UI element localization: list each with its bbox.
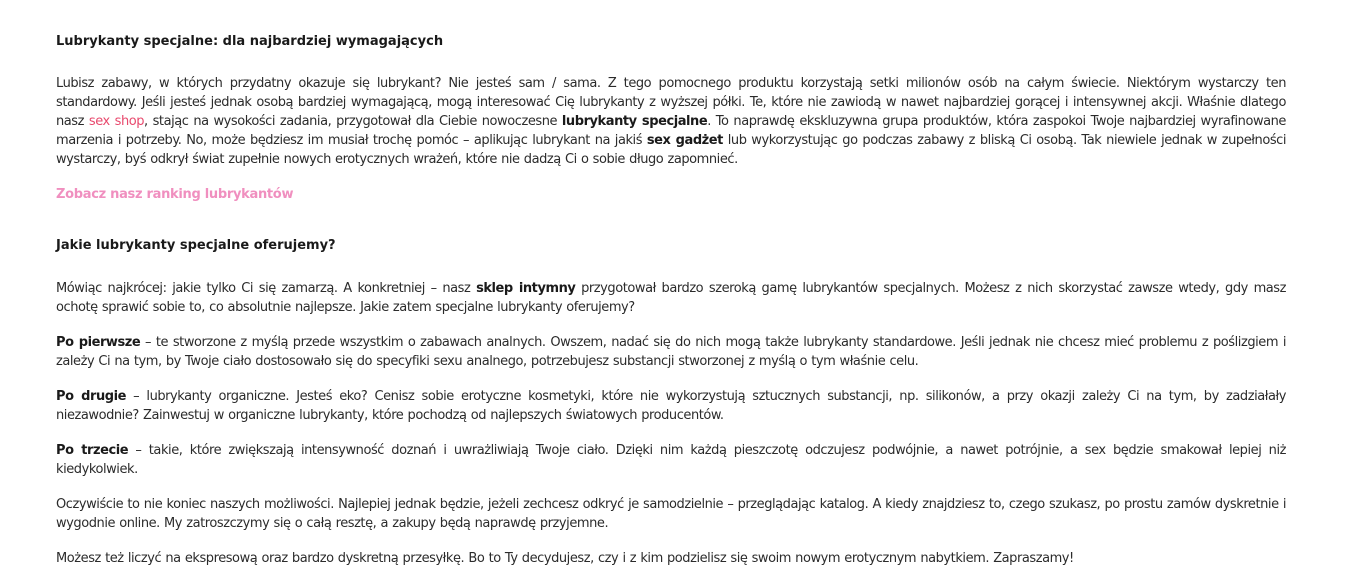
second-bold: Po drugie <box>56 389 126 404</box>
intro-text-3: . To naprawdę ekskluzywna grupa produktów, która zaspokoi Twoje najbardziej wyrafinowane marzenia i potrzeby. No, może będziesz im musiał trochę pomóc – aplikując lubrykant na jakiś <box>56 114 1286 148</box>
intro-text-1: Lubisz zabawy, w których przydatny okazuje się lubrykant? Nie jesteś sam / sama. Z tego pomocnego produktu korzystają setki milionów osób na całym świecie. Niektórym wystarczy ten standardowy. Jeśli jesteś jednak osobą bardziej wymagającą, mogą interesować Cię lubrykanty z wyższej półki. Te, które nie zawiodą w nawet najbardziej gorącej i intensywnej akcji. Właśnie dlatego nasz <box>56 76 1286 129</box>
offer-text-1: Mówiąc najkrócej: jakie tylko Ci się zamarzą. A konkretniej – nasz <box>56 281 477 296</box>
sex-gadget-bold: sex gadżet <box>646 133 723 148</box>
second-text: – lubrykanty organiczne. Jesteś eko? Cenisz sobie erotyczne kosmetyki, które nie wykorzystują sztucznych substancji, np. silikonów, a przy okazji zależy Ci na tym, by zadziałały niezawodnie? Zainwestuj w organiczne lubrykanty, które pochodzą od najlepszych światowych producentów. <box>56 389 1286 423</box>
section-heading-special-lubricants: Lubrykanty specjalne: dla najbardziej wymagających <box>56 34 444 49</box>
ranking-link[interactable]: Zobacz nasz ranking lubrykantów <box>56 187 294 202</box>
section-heading-offer: Jakie lubrykanty specjalne oferujemy? <box>56 238 336 253</box>
offer-paragraph-first <box>56 333 1286 371</box>
third-text: – takie, które zwiększają intensywność doznań i uwrażliwiają Twoje ciało. Dzięki nim każdą pieszczotę odczujesz podwójnie, a nawet potrójnie, a sex będzie smakował lepiej niż kiedykolwiek. <box>56 443 1286 477</box>
intro-text-2: , stając na wysokości zadania, przygotował dla Ciebie nowoczesne <box>144 114 562 129</box>
offer-paragraph-1 <box>56 279 1286 317</box>
first-bold: Po pierwsze <box>56 335 141 350</box>
offer-paragraph-catalog: Oczywiście to nie koniec naszych możliwości. Najlepiej jednak będzie, jeżeli zechcesz odkryć je samodzielnie – przeglądając katalog. A kiedy znajdziesz to, czego szukasz, po prostu zamów dyskretnie i wygodnie online. My zatroszczymy się o całą resztę, a zakupy będą naprawdę przyjemne. <box>56 497 1286 531</box>
intro-paragraph <box>56 74 1286 169</box>
offer-paragraph-third <box>56 441 1286 479</box>
offer-text-2: przygotował bardzo szeroką gamę lubrykantów specjalnych. Możesz z nich skorzystać zawsze wtedy, gdy masz ochotę sprawić sobie to, co absolutnie najlepsze. Jakie zatem specjalne lubrykanty oferujemy? <box>56 281 1286 315</box>
sex-shop-link[interactable]: sex shop <box>88 114 145 129</box>
special-lubricants-bold: lubrykanty specjalne <box>561 114 708 129</box>
offer-paragraph-second <box>56 387 1286 425</box>
offer-paragraph-shipping: Możesz też liczyć na ekspresową oraz bardzo dyskretną przesyłkę. Bo to Ty decydujesz, czy i z kim podzielisz się swoim nowym erotycznym nabytkiem. Zapraszamy! <box>56 551 1074 566</box>
third-bold: Po trzecie <box>56 443 129 458</box>
intro-text-4: lub wykorzystując go podczas zabawy z bliską Ci osobą. Tak niewiele jednak w zupełności wystarczy, byś odkrył świat zupełnie nowych erotycznych wrażeń, które nie dadzą Ci o sobie długo zapomnieć. <box>56 133 1287 167</box>
intimate-shop-bold: sklep intymny <box>476 281 576 296</box>
first-text: – te stworzone z myślą przede wszystkim o zabawach analnych. Owszem, nadać się do nich mogą także lubrykanty standardowe. Jeśli jednak nie chcesz mieć problemu z poślizgiem i zależy Ci na tym, by Twoje ciało dostosowało się do specyfiki sexu analnego, potrzebujesz substancji stworzonej z myślą o tym właśnie celu. <box>56 335 1287 369</box>
